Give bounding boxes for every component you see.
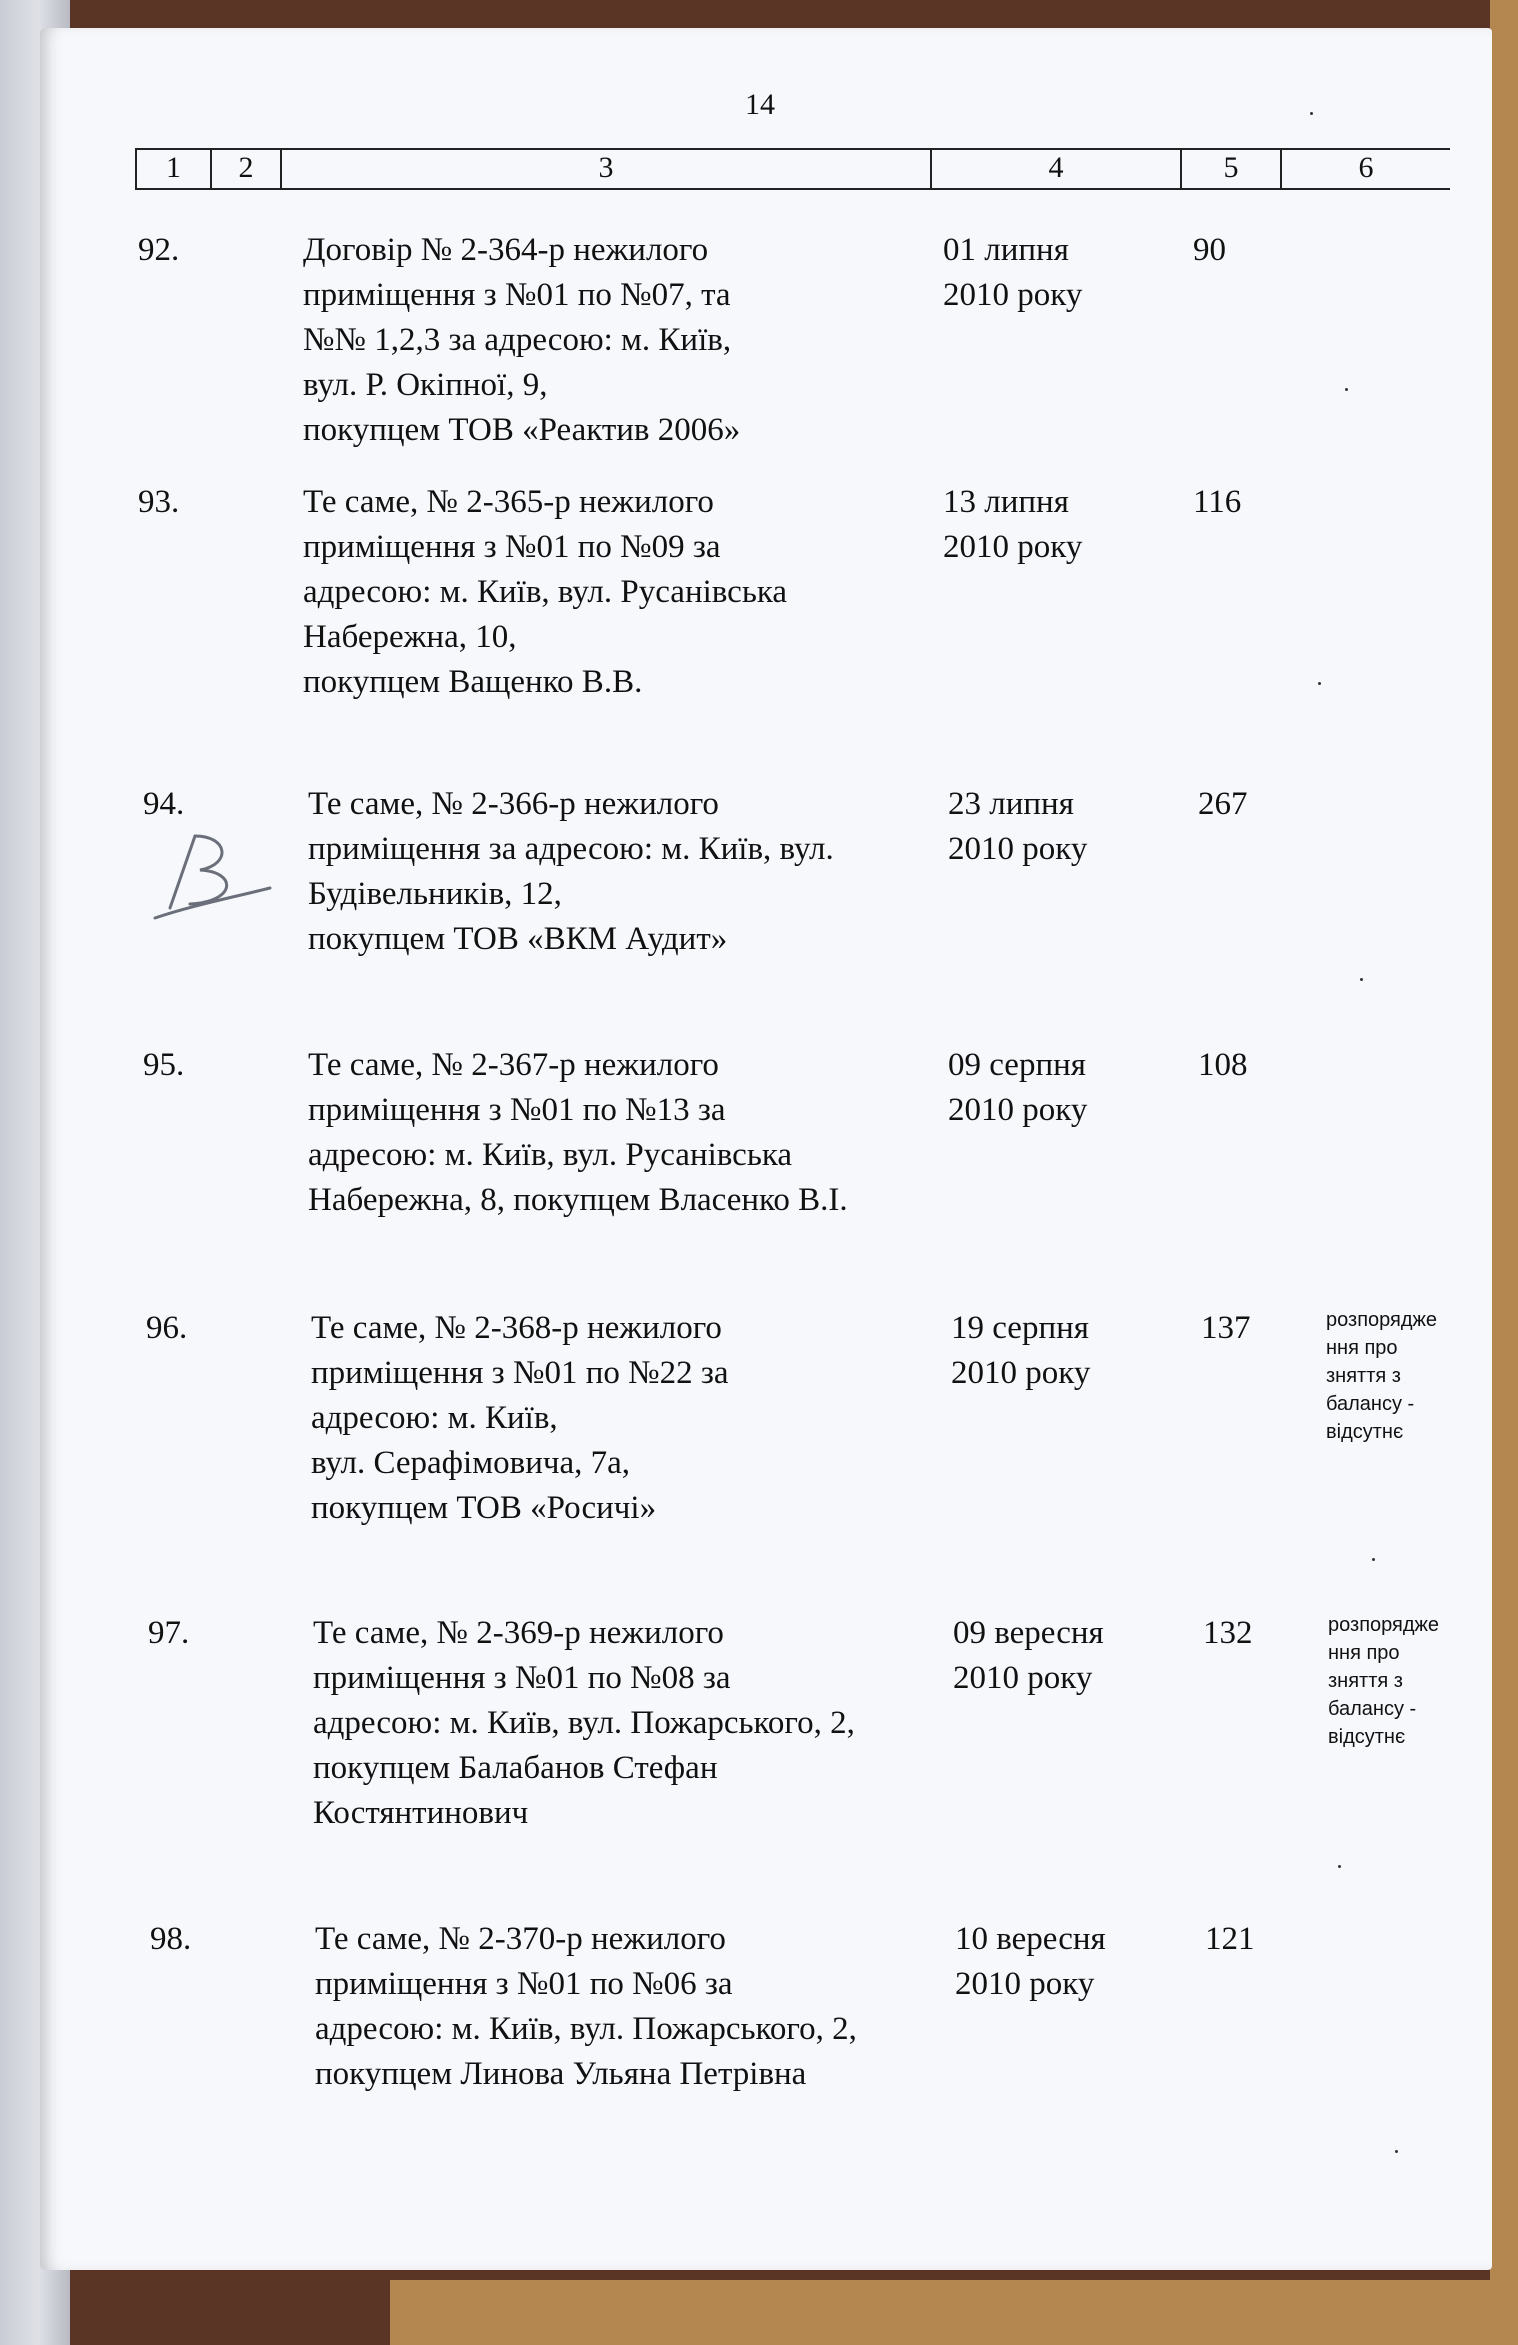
speck <box>1318 682 1321 685</box>
description-line: Договір № 2-364-р нежилого <box>303 232 709 268</box>
description-line: приміщення з №01 по №08 за <box>313 1660 731 1696</box>
row-number: 94. <box>143 786 185 822</box>
date-line: 09 вересня <box>953 1615 1104 1651</box>
table-row <box>148 1611 1468 1851</box>
description-line: приміщення з №01 по №06 за <box>315 1966 733 2002</box>
description-line: Те саме, № 2-369-р нежилого <box>313 1615 724 1651</box>
date-line: 01 липня <box>943 232 1069 268</box>
row-amount: 267 <box>1198 786 1248 822</box>
note-line: зняття з <box>1328 1670 1403 1692</box>
row-number: 98. <box>150 1921 192 1957</box>
description-line: Будівельників, 12, <box>308 876 562 912</box>
note-line: розпорядже <box>1326 1309 1438 1331</box>
table-row <box>146 1306 1466 1546</box>
description-line: приміщення з №01 по №22 за <box>311 1355 729 1391</box>
row-amount: 121 <box>1205 1921 1255 1957</box>
description-line: покупцем ТОВ «ВКМ Аудит» <box>308 921 728 957</box>
date-line: 13 липня <box>943 484 1069 520</box>
header-col-2: 2 <box>210 148 280 190</box>
date-line: 2010 року <box>951 1355 1091 1391</box>
row-amount: 137 <box>1201 1310 1251 1346</box>
date-line: 2010 року <box>953 1660 1093 1696</box>
description-line: приміщення з №01 по №09 за <box>303 529 721 565</box>
row-number: 97. <box>148 1615 190 1651</box>
row-description <box>308 1043 948 1223</box>
description-line: Те саме, № 2-370-р нежилого <box>315 1921 726 1957</box>
speck <box>1310 112 1313 115</box>
speck <box>1372 1558 1375 1561</box>
date-line: 10 вересня <box>955 1921 1106 1957</box>
header-col-1: 1 <box>135 148 210 190</box>
row-description <box>308 782 948 962</box>
row-amount: 132 <box>1203 1615 1253 1651</box>
description-line: приміщення за адресою: м. Київ, вул. <box>308 831 834 867</box>
description-line: Набережна, 8, покупцем Власенко В.І. <box>308 1182 848 1218</box>
description-line: Костянтинович <box>313 1795 529 1831</box>
speck <box>1345 388 1348 391</box>
row-description <box>303 228 943 453</box>
date-line: 2010 року <box>943 529 1083 565</box>
speck <box>1338 1865 1341 1868</box>
table-row <box>143 1043 1463 1283</box>
description-line: адресою: м. Київ, вул. Пожарського, 2, <box>315 2011 857 2047</box>
row-amount: 116 <box>1193 484 1242 520</box>
row-date <box>951 1306 1131 1396</box>
table-row <box>138 228 1458 468</box>
date-line: 09 серпня <box>948 1047 1086 1083</box>
date-line: 19 серпня <box>951 1310 1089 1346</box>
description-line: покупцем ТОВ «Реактив 2006» <box>303 412 741 448</box>
desk-surface-bottom <box>390 2280 1518 2345</box>
description-line: вул. Р. Окіпної, 9, <box>303 367 548 403</box>
description-line: Те саме, № 2-365-р нежилого <box>303 484 714 520</box>
date-line: 23 липня <box>948 786 1074 822</box>
date-line: 2010 року <box>955 1966 1095 2002</box>
description-line: Набережна, 10, <box>303 619 517 655</box>
note-line: балансу - <box>1328 1698 1417 1720</box>
row-amount: 90 <box>1193 232 1226 268</box>
row-number: 96. <box>146 1310 188 1346</box>
row-amount: 108 <box>1198 1047 1248 1083</box>
note-line: ння про <box>1326 1337 1398 1359</box>
row-date <box>943 228 1123 318</box>
note-line: розпорядже <box>1328 1614 1440 1636</box>
note-line: балансу - <box>1326 1393 1415 1415</box>
date-line: 2010 року <box>948 831 1088 867</box>
row-note <box>1326 1306 1466 1446</box>
row-number: 92. <box>138 232 180 268</box>
row-date <box>948 782 1128 872</box>
date-line: 2010 року <box>948 1092 1088 1128</box>
description-line: покупцем ТОВ «Росичі» <box>311 1490 657 1526</box>
table-row <box>150 1917 1470 2157</box>
row-date <box>953 1611 1133 1701</box>
description-line: покупцем Ващенко В.В. <box>303 664 643 700</box>
description-line: Те саме, № 2-368-р нежилого <box>311 1310 722 1346</box>
description-line: приміщення з №01 по №07, та <box>303 277 731 313</box>
description-line: №№ 1,2,3 за адресою: м. Київ, <box>303 322 732 358</box>
row-date <box>955 1917 1135 2007</box>
note-line: зняття з <box>1326 1365 1401 1387</box>
description-line: адресою: м. Київ, вул. Русанівська <box>303 574 788 610</box>
row-note <box>1328 1611 1468 1751</box>
handwritten-mark <box>150 828 280 933</box>
speck <box>1395 2150 1398 2153</box>
row-date <box>948 1043 1128 1133</box>
description-line: Те саме, № 2-367-р нежилого <box>308 1047 719 1083</box>
row-description <box>311 1306 951 1531</box>
speck <box>1360 978 1363 981</box>
row-description <box>313 1611 953 1836</box>
description-line: адресою: м. Київ, <box>311 1400 558 1436</box>
row-description <box>315 1917 955 2097</box>
header-col-4: 4 <box>930 148 1180 190</box>
date-line: 2010 року <box>943 277 1083 313</box>
table-row <box>138 480 1458 720</box>
note-line: відсутнє <box>1326 1421 1404 1443</box>
row-description <box>303 480 943 705</box>
description-line: покупцем Балабанов Стефан <box>313 1750 718 1786</box>
description-line: адресою: м. Київ, вул. Русанівська <box>308 1137 793 1173</box>
table-row <box>143 782 1463 1022</box>
header-col-5: 5 <box>1180 148 1280 190</box>
row-date <box>943 480 1123 570</box>
header-col-3: 3 <box>280 148 930 190</box>
note-line: ння про <box>1328 1642 1400 1664</box>
note-line: відсутнє <box>1328 1726 1406 1748</box>
description-line: вул. Серафімовича, 7а, <box>311 1445 630 1481</box>
description-line: покупцем Линова Ульяна Петрівна <box>315 2056 807 2092</box>
desk-surface-right <box>1490 0 1518 2345</box>
table-header-row <box>135 148 1450 190</box>
description-line: приміщення з №01 по №13 за <box>308 1092 726 1128</box>
row-number: 93. <box>138 484 180 520</box>
row-number: 95. <box>143 1047 185 1083</box>
page-number: 14 <box>745 88 775 121</box>
description-line: адресою: м. Київ, вул. Пожарського, 2, <box>313 1705 855 1741</box>
description-line: Те саме, № 2-366-р нежилого <box>308 786 719 822</box>
header-col-6: 6 <box>1280 148 1450 190</box>
